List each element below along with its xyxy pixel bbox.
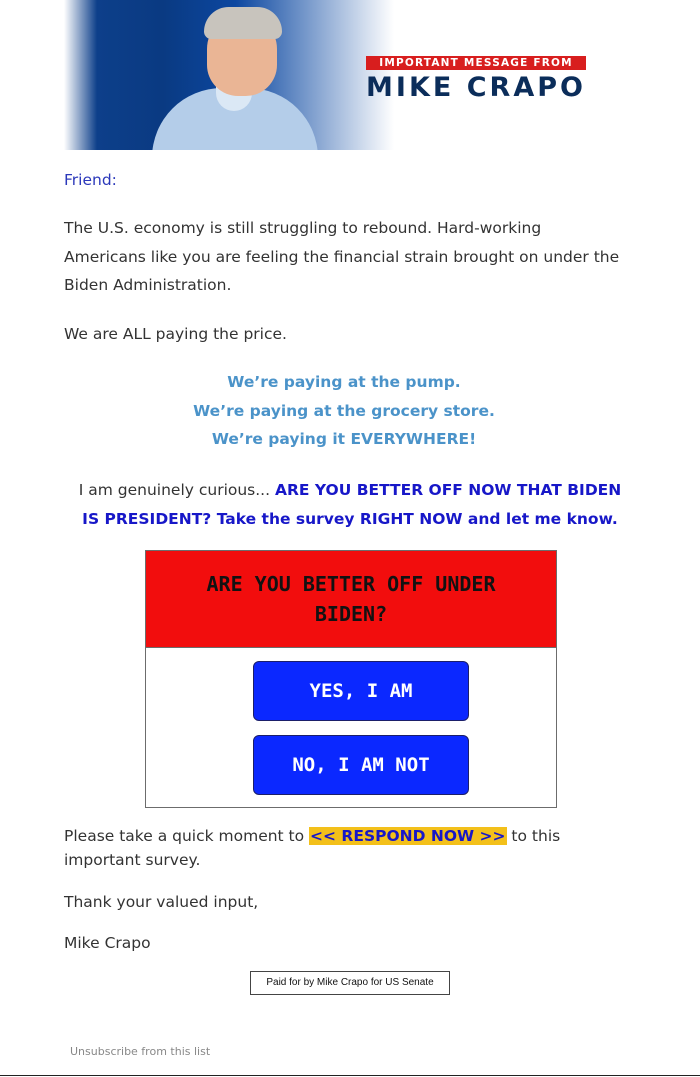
survey-prompt-paragraph (70, 476, 630, 533)
paid-for-disclaimer: Paid for by Mike Crapo for US Senate (250, 971, 450, 995)
sender-name-title: MIKE CRAPO (366, 72, 586, 103)
respond-paragraph (64, 824, 624, 872)
paragraph-price: We are ALL paying the price. (64, 325, 287, 343)
survey-graphic[interactable] (145, 550, 557, 808)
survey-question: ARE YOU BETTER OFF UNDER BIDEN? (146, 551, 556, 648)
no-button[interactable]: NO, I AM NOT (253, 735, 469, 795)
respond-text-before: Please take a quick moment to (64, 827, 310, 845)
closing-thanks: Thank your valued input, (64, 893, 259, 911)
respond-text-after: to this important survey. (64, 827, 561, 869)
paying-line-pump: We’re paying at the pump. (227, 373, 461, 391)
bottom-divider (0, 1075, 700, 1076)
photo-hair (204, 7, 282, 39)
unsubscribe-link[interactable]: Unsubscribe from this list (70, 1045, 211, 1058)
survey-prompt-emphasis[interactable]: ARE YOU BETTER OFF NOW THAT BIDEN IS PRESIDENT? Take the survey RIGHT NOW and let me know. (82, 481, 622, 528)
paragraph-economy: The U.S. economy is still struggling to rebound. Hard-working Americans like you are feeling the financial strain brought on under the Biden Administration. (64, 219, 620, 294)
candidate-photo (64, 0, 394, 150)
signature: Mike Crapo (64, 934, 151, 952)
respond-now-link[interactable]: << RESPOND NOW >> (310, 827, 506, 845)
paying-line-grocery: We’re paying at the grocery store. (193, 401, 495, 420)
yes-button[interactable]: YES, I AM (253, 661, 469, 721)
greeting: Friend: (64, 171, 117, 189)
email-header-banner (64, 0, 636, 150)
paying-line-everywhere: We’re paying it EVERYWHERE! (211, 430, 477, 448)
important-message-badge: IMPORTANT MESSAGE FROM (366, 56, 586, 70)
paying-lines (64, 368, 624, 454)
survey-prompt-lead: I am genuinely curious... (78, 481, 275, 499)
